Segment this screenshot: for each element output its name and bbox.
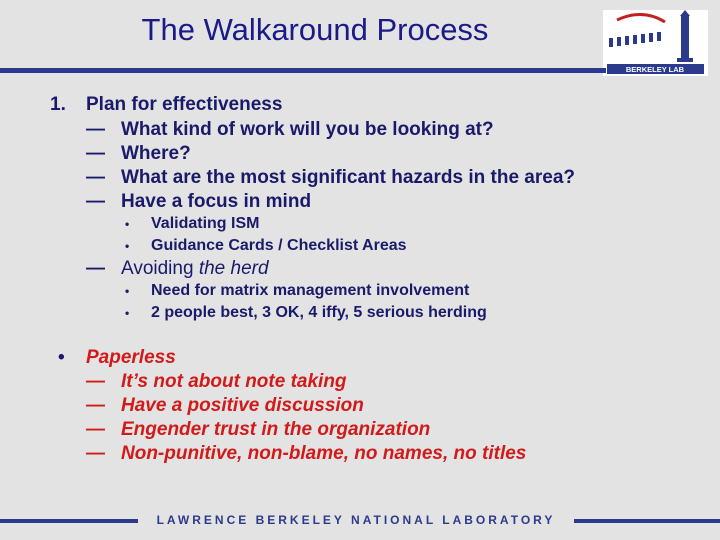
list-item: It’s not about note taking [121, 371, 347, 392]
list-item: Where? [121, 143, 191, 164]
berkeley-lab-logo [603, 10, 708, 76]
slide-title: The Walkaround Process [141, 12, 489, 47]
herd-emphasis: the herd [198, 258, 269, 279]
footer-lab-name: LAWRENCE BERKELEY NATIONAL LABORATORY [138, 512, 574, 528]
title-underline [0, 68, 606, 73]
dash-marker: — [86, 143, 105, 164]
sub-list-item: 2 people best, 3 OK, 4 iffy, 5 serious herding [151, 304, 487, 321]
bullet-marker: • [125, 284, 130, 298]
list-item: Have a positive discussion [121, 395, 364, 416]
dash-marker: — [86, 119, 105, 140]
dash-marker: — [86, 191, 105, 212]
section2-bullet: • [58, 347, 65, 368]
list-item: What kind of work will you be looking at? [121, 119, 494, 140]
list-item-herd [121, 258, 269, 280]
logo-text: BERKELEY LAB [625, 65, 685, 74]
list-item: Non-punitive, non-blame, no names, no titles [121, 443, 527, 464]
sub-list-item: Need for matrix management involvement [151, 282, 470, 299]
bullet-marker: • [125, 306, 130, 320]
sub-list-item: Guidance Cards / Checklist Areas [151, 237, 407, 254]
bullet-marker: • [125, 217, 130, 231]
dash-marker: — [86, 443, 105, 464]
dash-marker: — [86, 395, 105, 416]
dash-marker: — [86, 419, 105, 440]
section2-heading: Paperless [86, 347, 176, 368]
bullet-marker: • [125, 239, 130, 253]
list-item: Engender trust in the organization [121, 419, 431, 440]
list-item: What are the most significant hazards in the area? [121, 167, 575, 188]
section1-heading: Plan for effectiveness [86, 94, 283, 115]
herd-prefix: Avoiding [121, 258, 199, 279]
dash-marker: — [86, 371, 105, 392]
section1-number: 1. [50, 94, 66, 115]
list-item: Have a focus in mind [121, 191, 312, 212]
sub-list-item: Validating ISM [151, 215, 260, 232]
dash-marker: — [86, 167, 105, 188]
dash-marker: — [86, 258, 105, 279]
